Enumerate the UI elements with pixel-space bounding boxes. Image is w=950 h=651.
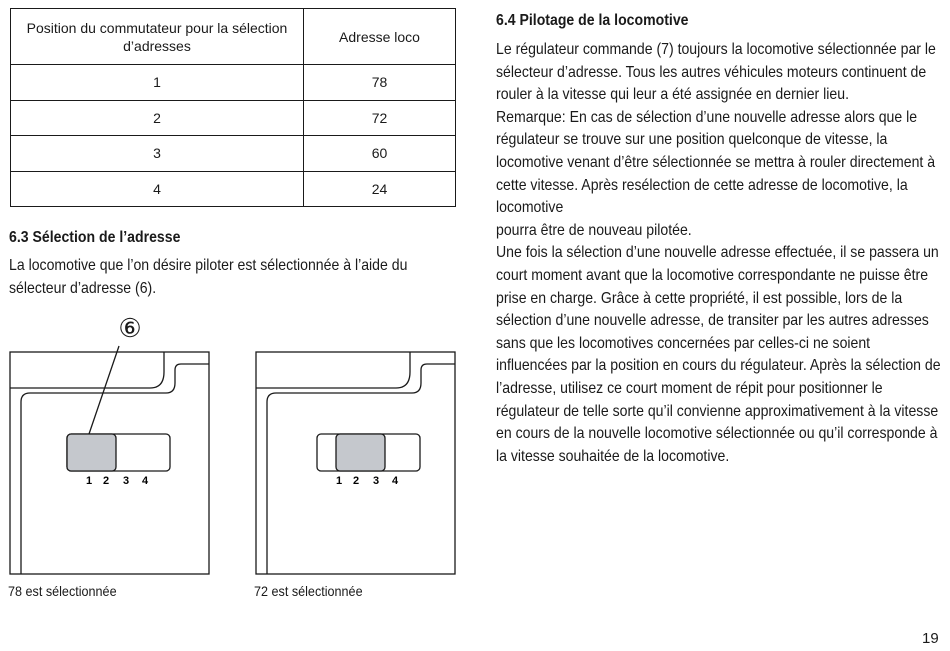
scale-label: 2 <box>352 475 360 487</box>
table-row <box>11 136 456 172</box>
paragraph: Remarque: En cas de sélection d’une nouvelle adresse alors que le régulateur se trouve sur une position quelconque de vitesse, la locomotive venant d’être sélectionnée se mettra à rouler directement à cette vitesse. Après resélection de cette adresse de locomotive, la locomotive <box>496 108 936 217</box>
scale-label: 4 <box>141 475 149 487</box>
paragraph: Une fois la sélection d’une nouvelle adresse effectuée, il se passera un court moment avant que la locomotive correspondante ne puisse être prise en charge. Grâce à cette propriété, il est possible, lors de la sélection d’une nouvelle adresse, de transiter par les autres adresses sans que les locomotives concernées par celles-ci ne soient influencées par la position en cours du régulateur. Après la sélection de l’adresse, utilisez ce court moment de répit pour positionner le régulateur de telle sorte qu’il convienne approximativement à la vitesse en cours de la nouvelle locomotive sélectionnée ou qu’il corresponde à la vitesse souhaitée de la locomotive. <box>496 244 941 465</box>
address-selector-diagram-right <box>250 312 470 582</box>
paragraph: La locomotive que l’on désire piloter est sélectionnée à l’aide du sélecteur d’adresse (6). <box>9 257 408 297</box>
table-cell: 24 <box>304 171 456 207</box>
table-header-cell: Adresse loco <box>304 9 456 65</box>
address-table <box>10 8 456 207</box>
figure-caption-right: 72 est sélectionnée <box>254 583 363 599</box>
table-cell: 4 <box>11 171 304 207</box>
scale-label: 4 <box>391 475 399 487</box>
paragraph: Le régulateur commande (7) toujours la locomotive sélectionnée par le sélecteur d’adresse. Tous les autres véhicules moteurs continuent de rouler à la vitesse qui leur a été assignée en dernier lieu. <box>496 41 936 104</box>
section-6-3-title: 6.3 Sélection de l’adresse <box>9 229 181 246</box>
section-6-4-text <box>496 39 943 468</box>
table-cell: 2 <box>11 100 304 136</box>
scale-label: 2 <box>102 475 110 487</box>
page-number: 19 <box>922 630 939 647</box>
scale-label: 3 <box>372 475 380 487</box>
panel-inner-edge <box>10 352 164 388</box>
table-row <box>11 65 456 101</box>
table-row <box>11 171 456 207</box>
callout-leader-line <box>89 346 119 434</box>
table-cell: 72 <box>304 100 456 136</box>
table-cell: 60 <box>304 136 456 172</box>
scale-label: 1 <box>85 475 93 487</box>
scale-label: 3 <box>122 475 130 487</box>
table-cell: 78 <box>304 65 456 101</box>
table-header-row <box>11 9 456 65</box>
callout-6-icon: ⑥ <box>118 313 142 343</box>
address-switch-knob <box>336 434 385 471</box>
table-row <box>11 100 456 136</box>
section-6-3-text <box>9 255 445 300</box>
figure-caption-left: 78 est sélectionnée <box>8 583 117 599</box>
address-selector-diagram-left <box>0 312 240 582</box>
scale-label: 1 <box>335 475 343 487</box>
table-header-cell: Position du commutateur pour la sélection d’adresses <box>11 9 304 65</box>
section-6-4-title: 6.4 Pilotage de la locomotive <box>496 12 689 29</box>
panel-inner-edge <box>256 352 410 388</box>
table-cell: 3 <box>11 136 304 172</box>
address-switch-knob <box>67 434 116 471</box>
paragraph: pourra être de nouveau pilotée. <box>496 221 692 239</box>
table-cell: 1 <box>11 65 304 101</box>
